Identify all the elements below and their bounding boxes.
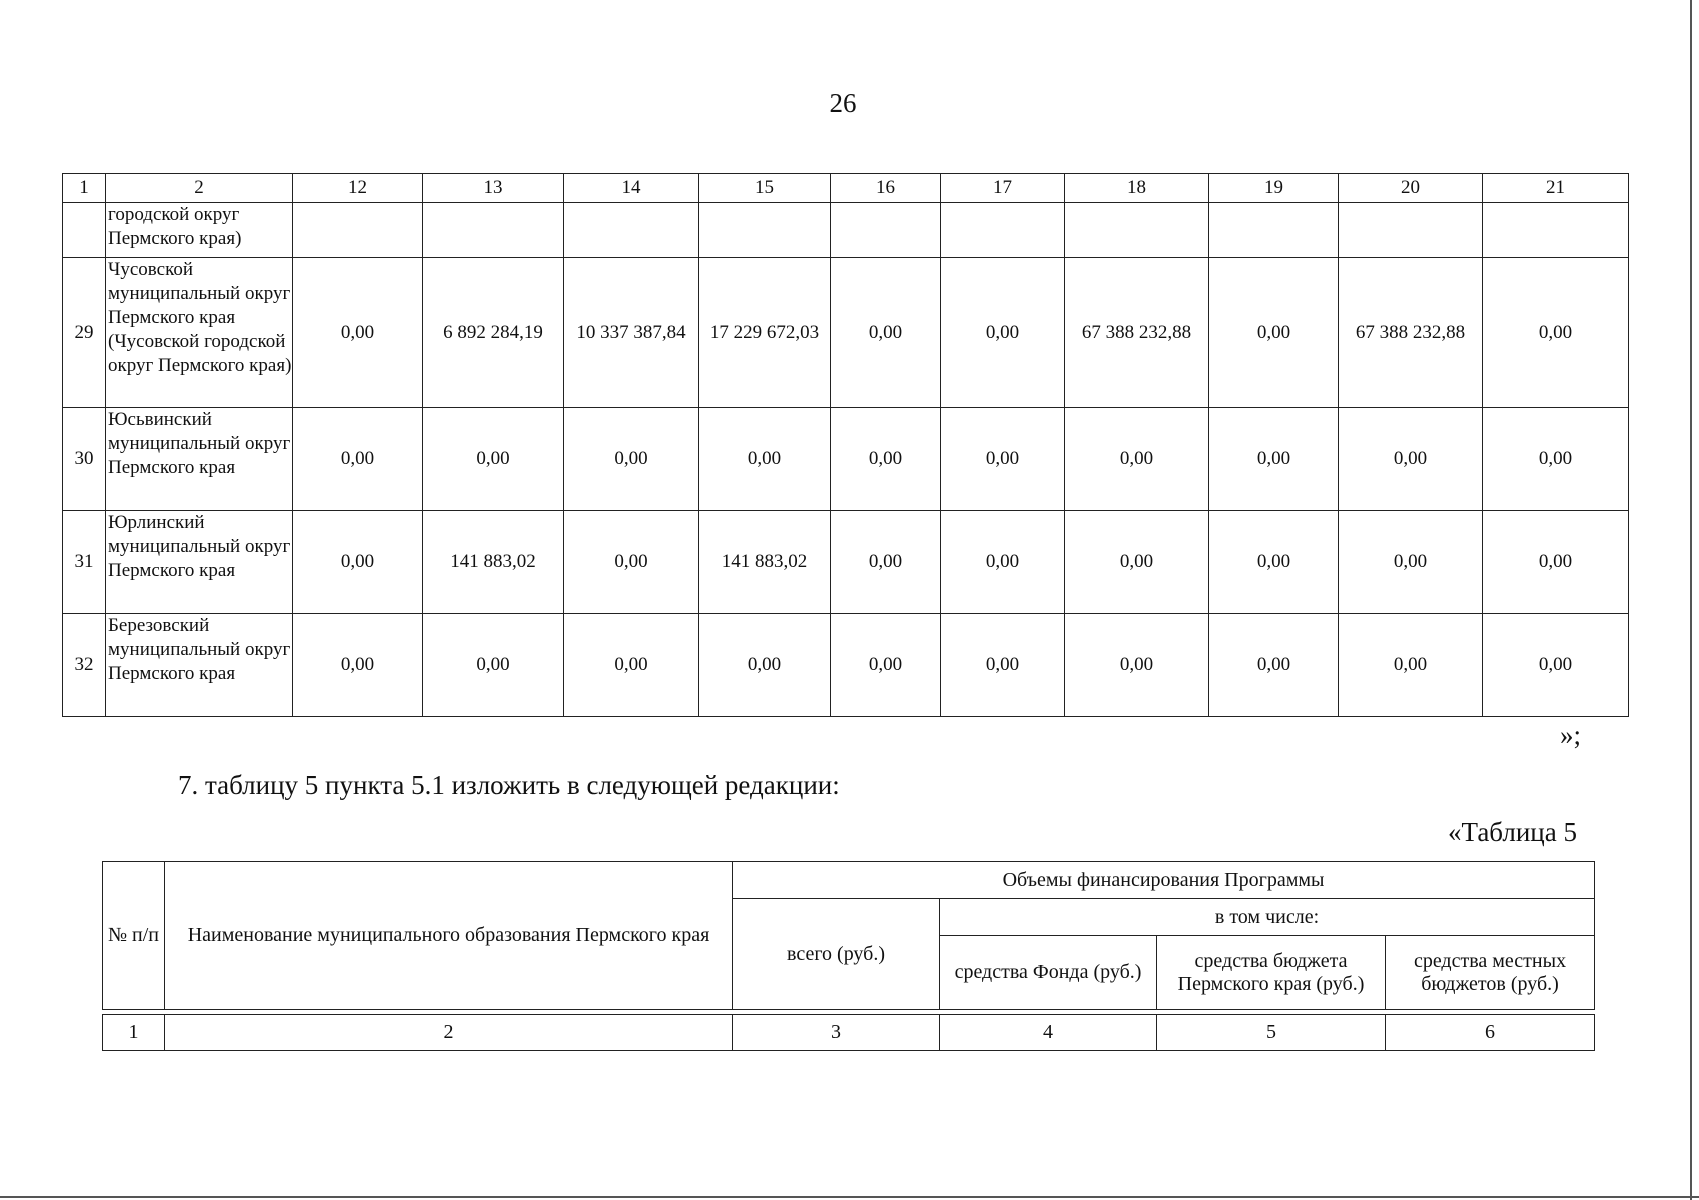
- column-number: 4: [940, 1015, 1157, 1051]
- cell-value: 0,00: [293, 258, 423, 408]
- column-number: 6: [1386, 1015, 1595, 1051]
- scan-edge-right: [1690, 0, 1692, 1200]
- column-number: 15: [699, 174, 831, 203]
- municipality-name: Юрлинский муниципальный округ Пермского края: [106, 511, 293, 614]
- cell-value: 0,00: [941, 258, 1065, 408]
- column-number: 20: [1339, 174, 1483, 203]
- row-number: 29: [63, 258, 106, 408]
- closing-quote: »;: [1560, 720, 1582, 750]
- column-number: 1: [63, 174, 106, 203]
- municipality-name: Чусовской муниципальный округ Пермского края (Чусовской городской округ Пермского края): [106, 258, 293, 408]
- cell-value: 0,00: [831, 511, 941, 614]
- cell-value: 67 388 232,88: [1339, 258, 1483, 408]
- col-local-budget-header: средства местных бюджетов (руб.): [1386, 936, 1595, 1010]
- table-row: [63, 614, 1629, 717]
- cell-value: 6 892 284,19: [423, 258, 564, 408]
- cell-value: 0,00: [564, 511, 699, 614]
- row-number: [63, 203, 106, 258]
- financing-table-continued: [62, 173, 1629, 717]
- column-number: 17: [941, 174, 1065, 203]
- col-number-header: № п/п: [103, 862, 165, 1010]
- cell-value: 0,00: [1209, 258, 1339, 408]
- cell-value: [1339, 203, 1483, 258]
- municipality-name: Юсьвинский муниципальный округ Пермского края: [106, 408, 293, 511]
- cell-value: 0,00: [1483, 614, 1629, 717]
- amendment-item-7: 7. таблицу 5 пункта 5.1 изложить в следующей редакции:: [178, 770, 840, 800]
- column-number: 12: [293, 174, 423, 203]
- column-number: 19: [1209, 174, 1339, 203]
- cell-value: 0,00: [1065, 511, 1209, 614]
- table-row: [63, 203, 1629, 258]
- cell-value: 0,00: [1209, 614, 1339, 717]
- financing-volumes-header: Объемы финансирования Программы: [733, 862, 1595, 899]
- column-number: 16: [831, 174, 941, 203]
- cell-value: 141 883,02: [699, 511, 831, 614]
- cell-value: 0,00: [1339, 614, 1483, 717]
- cell-value: 0,00: [941, 614, 1065, 717]
- cell-value: 0,00: [699, 408, 831, 511]
- cell-value: 141 883,02: [423, 511, 564, 614]
- cell-value: 10 337 387,84: [564, 258, 699, 408]
- table-5-header: [102, 861, 1595, 1051]
- column-number: 21: [1483, 174, 1629, 203]
- cell-value: 67 388 232,88: [1065, 258, 1209, 408]
- cell-value: [699, 203, 831, 258]
- cell-value: [831, 203, 941, 258]
- col-fund-header: средства Фонда (руб.): [940, 936, 1157, 1010]
- cell-value: 0,00: [1065, 614, 1209, 717]
- cell-value: 0,00: [293, 614, 423, 717]
- cell-value: 0,00: [423, 614, 564, 717]
- cell-value: 0,00: [293, 408, 423, 511]
- cell-value: 0,00: [293, 511, 423, 614]
- page-number: 26: [829, 88, 857, 118]
- col-total-header: всего (руб.): [733, 899, 940, 1010]
- cell-value: [293, 203, 423, 258]
- municipality-name: Березовский муниципальный округ Пермского края: [106, 614, 293, 717]
- cell-value: 0,00: [699, 614, 831, 717]
- column-number: 1: [103, 1015, 165, 1051]
- column-numbers-row: [63, 174, 1629, 203]
- cell-value: [941, 203, 1065, 258]
- row-number: 32: [63, 614, 106, 717]
- column-number: 18: [1065, 174, 1209, 203]
- cell-value: 0,00: [1483, 511, 1629, 614]
- cell-value: 0,00: [564, 408, 699, 511]
- column-number: 5: [1157, 1015, 1386, 1051]
- cell-value: 0,00: [831, 258, 941, 408]
- cell-value: 0,00: [831, 408, 941, 511]
- cell-value: [423, 203, 564, 258]
- table-row: [63, 511, 1629, 614]
- cell-value: 0,00: [1339, 408, 1483, 511]
- column-number: 2: [106, 174, 293, 203]
- table-row: [63, 408, 1629, 511]
- cell-value: 17 229 672,03: [699, 258, 831, 408]
- cell-value: 0,00: [423, 408, 564, 511]
- row-number: 31: [63, 511, 106, 614]
- cell-value: 0,00: [564, 614, 699, 717]
- column-numbers-row: [103, 1015, 1595, 1051]
- cell-value: 0,00: [1209, 511, 1339, 614]
- column-number: 2: [165, 1015, 733, 1051]
- row-number: 30: [63, 408, 106, 511]
- cell-value: 0,00: [941, 511, 1065, 614]
- table-caption: «Таблица 5: [1448, 817, 1577, 847]
- municipality-name: городской округ Пермского края): [106, 203, 293, 258]
- column-number: 3: [733, 1015, 940, 1051]
- cell-value: [1209, 203, 1339, 258]
- cell-value: 0,00: [1483, 408, 1629, 511]
- column-number: 13: [423, 174, 564, 203]
- col-regional-budget-header: средства бюджета Пермского края (руб.): [1157, 936, 1386, 1010]
- scan-edge-bottom: [0, 1196, 1699, 1198]
- cell-value: [1483, 203, 1629, 258]
- cell-value: 0,00: [941, 408, 1065, 511]
- cell-value: 0,00: [831, 614, 941, 717]
- cell-value: 0,00: [1483, 258, 1629, 408]
- including-header: в том числе:: [940, 899, 1595, 936]
- cell-value: [1065, 203, 1209, 258]
- column-number: 14: [564, 174, 699, 203]
- cell-value: 0,00: [1339, 511, 1483, 614]
- table-row: [63, 258, 1629, 408]
- col-name-header: Наименование муниципального образования Пермского края: [165, 862, 733, 1010]
- cell-value: 0,00: [1209, 408, 1339, 511]
- cell-value: [564, 203, 699, 258]
- cell-value: 0,00: [1065, 408, 1209, 511]
